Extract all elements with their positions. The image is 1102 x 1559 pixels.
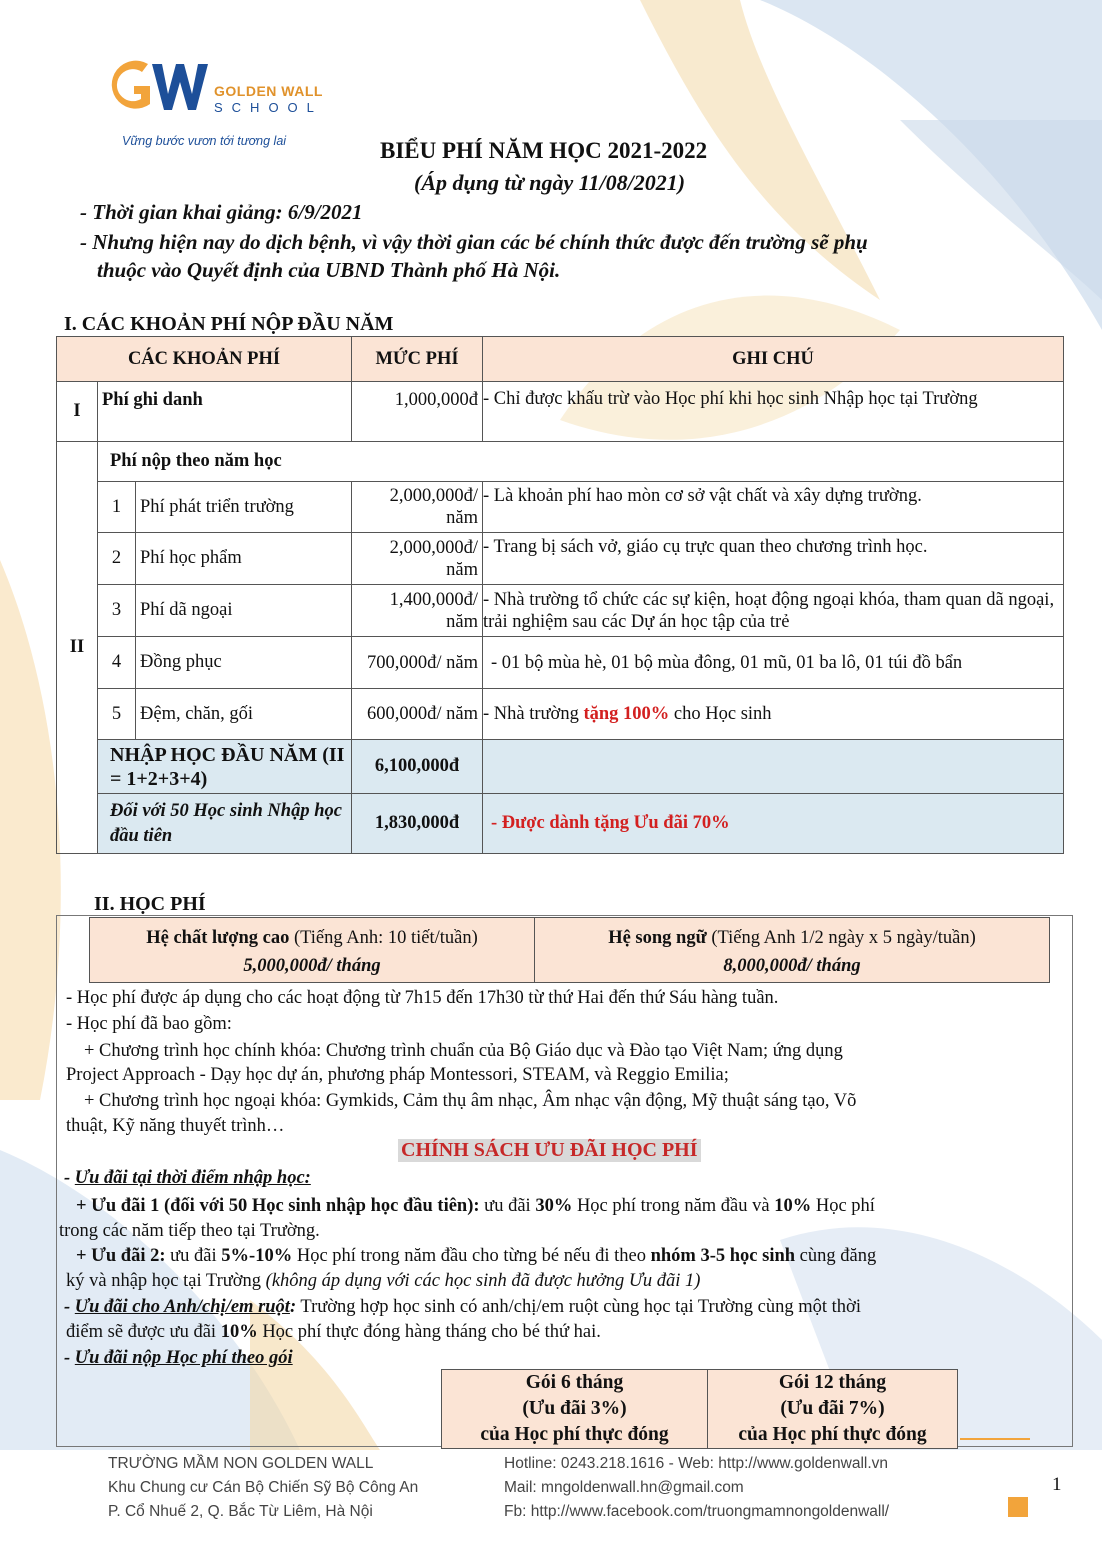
page-title: BIỂU PHÍ NĂM HỌC 2021-2022	[380, 138, 708, 163]
item-name: Phí dã ngoại	[136, 585, 352, 637]
u1-text-d: 10%	[774, 1196, 812, 1216]
footer-address-2: P. Cổ Nhuế 2, Q. Bắc Từ Liêm, Hà Nội	[108, 1503, 373, 1520]
total-row	[57, 740, 1064, 794]
plan-name: Hệ chất lượng cao	[146, 928, 290, 948]
fee-note: - Chỉ được khấu trừ vào Học phí khi học sinh Nhập học tại Trường	[483, 382, 1064, 442]
footer-rule	[960, 1438, 1030, 1440]
table-row	[57, 585, 1064, 637]
total-note	[483, 740, 1064, 794]
policy-u1-line2: trong các năm tiếp theo tại Trường.	[59, 1221, 320, 1241]
policy-siblings-line1: - Ưu đãi cho Anh/chị/em ruột: Trường hợp học sinh có anh/chị/em ruột cùng học tại Trường cùng một thời	[64, 1297, 861, 1317]
package-6-months	[442, 1370, 708, 1449]
tuition-line-2: - Học phí đã bao gồm:	[66, 1014, 232, 1034]
policy-u2-line2	[66, 1270, 700, 1292]
item-name: Phí học phẩm	[136, 533, 352, 585]
item-number: 1	[98, 482, 136, 533]
table-row	[57, 637, 1064, 689]
fee-amount: 1,000,000đ	[352, 382, 483, 442]
plan-detail: (Tiếng Anh 1/2 ngày x 5 ngày/tuần)	[706, 928, 976, 948]
package-discount: (Ưu đãi 7%)	[780, 1398, 885, 1419]
tuition-line-6: thuật, Kỹ năng thuyết trình…	[66, 1116, 285, 1136]
package-table	[441, 1369, 958, 1449]
policy-h2-text: Ưu đãi cho Anh/chị/em ruột	[74, 1297, 290, 1317]
plan-detail: (Tiếng Anh: 10 tiết/tuần)	[289, 928, 478, 948]
policy-h1-text: Ưu đãi tại thời điểm nhập học:	[74, 1168, 311, 1188]
u2-text-a: ưu đãi	[165, 1246, 222, 1266]
policy-heading-enrollment: - Ưu đãi tại thời điểm nhập học:	[64, 1168, 311, 1188]
u1-text-a: ưu đãi	[479, 1196, 536, 1216]
orange-square-mark	[1008, 1497, 1028, 1517]
promo-note: - Được dành tặng Ưu đãi 70%	[483, 794, 1064, 854]
plan-name: Hệ song ngữ	[608, 928, 707, 948]
policy-siblings-line2	[66, 1321, 601, 1343]
u2-text-c: Học phí trong năm đầu cho từng bé nếu đi theo	[292, 1246, 651, 1266]
golden-wall-logo	[108, 58, 208, 116]
table-row	[57, 382, 1064, 442]
item-note-pre: - Nhà trường	[483, 703, 584, 724]
u1-label: + Ưu đãi 1 (đối với 50 Học sinh nhập học đầu tiên):	[76, 1196, 480, 1216]
item-number: 2	[98, 533, 136, 585]
u2-text-e: cùng đăng	[795, 1246, 877, 1266]
plan-price: 8,000,000đ/ tháng	[723, 956, 861, 976]
intro-line-3: thuộc vào Quyết định của UBND Thành phố Hà Nội.	[97, 258, 561, 282]
row-number: I	[57, 382, 98, 442]
item-fee: 2,000,000đ/ năm	[352, 482, 483, 533]
row-number: II	[57, 442, 98, 854]
item-fee: 600,000đ/ năm	[352, 689, 483, 740]
item-number: 5	[98, 689, 136, 740]
promo-fee: 1,830,000đ	[352, 794, 483, 854]
footer-right	[504, 1452, 889, 1524]
item-number: 4	[98, 637, 136, 689]
tuition-line-4: Project Approach - Dạy học dự án, phương pháp Montessori, STEAM, và Reggio Emilia;	[66, 1065, 729, 1085]
section-1-title: I. CÁC KHOẢN PHÍ NỘP ĐẦU NĂM	[64, 313, 394, 335]
footer-school-name: TRƯỜNG MẦM NON GOLDEN WALL	[108, 1455, 374, 1472]
plan-price: 5,000,000đ/ tháng	[243, 956, 381, 976]
item-note: - Trang bị sách vở, giáo cụ trực quan theo chương trình học.	[483, 533, 1064, 585]
section-2-title: II. HỌC PHÍ	[94, 893, 206, 915]
item-note: - Nhà trường tổ chức các sự kiện, hoạt động ngoại khóa, tham quan dã ngoại, trải nghiệm sau các Dự án học tập của trẻ	[483, 585, 1064, 637]
item-note: - Là khoản phí hao mòn cơ sở vật chất và xây dựng trường.	[483, 482, 1064, 533]
item-number: 3	[98, 585, 136, 637]
total-label: NHẬP HỌC ĐẦU NĂM (II = 1+2+3+4)	[98, 740, 352, 794]
plan-bilingual	[535, 918, 1050, 983]
plan-high-quality	[90, 918, 535, 983]
group-title: Phí nộp theo năm học	[98, 442, 1064, 482]
package-12-months	[708, 1370, 958, 1449]
policy-title: CHÍNH SÁCH ƯU ĐÃI HỌC PHÍ	[398, 1139, 701, 1162]
siblings-line2-c: Học phí thực đóng hàng tháng cho bé thứ hai.	[257, 1322, 601, 1342]
promo-row	[57, 794, 1064, 854]
item-fee: 2,000,000đ/ năm	[352, 533, 483, 585]
u1-text-b: 30%	[535, 1196, 573, 1216]
item-name: Đồng phục	[136, 637, 352, 689]
header-fee-amount: MỨC PHÍ	[352, 337, 483, 382]
footer-address-1: Khu Chung cư Cán Bộ Chiến Sỹ Bộ Công An	[108, 1479, 419, 1496]
u2-text-b: 5%-10%	[221, 1246, 293, 1266]
tuition-line-5: + Chương trình học ngoại khóa: Gymkids, Cảm thụ âm nhạc, Âm nhạc vận động, Mỹ thuật sáng tạo, Võ	[84, 1091, 857, 1111]
package-basis: của Học phí thực đóng	[480, 1424, 669, 1445]
u2-line2-a: ký và nhập học tại Trường	[66, 1271, 266, 1291]
item-name: Phí phát triển trường	[136, 482, 352, 533]
table-row	[57, 482, 1064, 533]
total-fee: 6,100,000đ	[352, 740, 483, 794]
policy-h3-text: Ưu đãi nộp Học phí theo gói	[74, 1348, 293, 1368]
u1-text-e: Học phí	[811, 1196, 875, 1216]
tuition-line-1: - Học phí được áp dụng cho các hoạt động từ 7h15 đến 17h30 từ thứ Hai đến thứ Sáu hàng tuần.	[66, 988, 779, 1008]
table-row	[57, 533, 1064, 585]
tuition-line-3: + Chương trình học chính khóa: Chương trình chuẩn của Bộ Giáo dục và Đào tạo Việt Nam; ứng dụng	[84, 1041, 843, 1061]
fees-table	[56, 336, 1064, 854]
siblings-line2-a: điểm sẽ được ưu đãi	[66, 1322, 221, 1342]
promo-label: Đối với 50 Học sinh Nhập học đầu tiên	[98, 794, 352, 854]
package-discount: (Ưu đãi 3%)	[522, 1398, 627, 1419]
package-name: Gói 6 tháng	[525, 1372, 624, 1393]
item-fee: 700,000đ/ năm	[352, 637, 483, 689]
footer-facebook: Fb: http://www.facebook.com/truongmamnongoldenwall/	[504, 1503, 890, 1520]
u2-line2-b: (không áp dụng với các học sinh đã được hưởng Ưu đãi 1)	[265, 1271, 701, 1291]
logo-name-line1: GOLDEN WALL	[214, 83, 323, 99]
item-fee: 1,400,000đ/ năm	[352, 585, 483, 637]
package-name: Gói 12 tháng	[778, 1372, 887, 1393]
header-note: GHI CHÚ	[483, 337, 1064, 382]
tuition-plans-row	[90, 918, 1050, 983]
item-note-highlight: tặng 100%	[583, 703, 670, 724]
intro-line-2: - Nhưng hiện nay do dịch bệnh, vì vậy thời gian các bé chính thức được đến trường sẽ phụ	[80, 230, 868, 254]
footer-left	[108, 1452, 418, 1524]
item-note-post: cho Học sinh	[669, 703, 772, 724]
policy-heading-packages: - Ưu đãi nộp Học phí theo gói	[64, 1348, 293, 1368]
package-basis: của Học phí thực đóng	[738, 1424, 927, 1445]
policy-h2-detail: Trường hợp học sinh có anh/chị/em ruột cùng học tại Trường cùng một thời	[296, 1297, 861, 1317]
item-note	[483, 689, 1064, 740]
u2-label: + Ưu đãi 2:	[76, 1246, 166, 1266]
intro-line-1: - Thời gian khai giảng: 6/9/2021	[80, 200, 363, 224]
tuition-plans-table	[89, 917, 1050, 983]
header-fee-item: CÁC KHOẢN PHÍ	[57, 337, 352, 382]
u1-text-c: Học phí trong năm đầu và	[572, 1196, 775, 1216]
policy-u2-line1	[76, 1245, 876, 1267]
item-note: - 01 bộ mùa hè, 01 bộ mùa đông, 01 mũ, 01 ba lô, 01 túi đồ bẩn	[483, 637, 1064, 689]
table-row	[57, 442, 1064, 482]
logo-tagline: Vững bước vươn tới tương lai	[122, 134, 287, 148]
siblings-line2-b: 10%	[220, 1322, 258, 1342]
package-row	[442, 1370, 958, 1449]
logo-name-line2: SCHOOL	[214, 100, 323, 115]
policy-u1-line1	[76, 1195, 875, 1217]
footer-hotline: Hotline: 0243.218.1616 - Web: http://www.goldenwall.vn	[504, 1455, 889, 1472]
fees-table-header	[57, 337, 1064, 382]
fee-name: Phí ghi danh	[98, 382, 352, 442]
table-row	[57, 689, 1064, 740]
page-subtitle: (Áp dụng từ ngày 11/08/2021)	[414, 170, 686, 195]
page-number: 1	[1052, 1474, 1062, 1495]
u2-text-d: nhóm 3-5 học sinh	[650, 1246, 796, 1266]
item-name: Đệm, chăn, gối	[136, 689, 352, 740]
footer-mail: Mail: mngoldenwall.hn@gmail.com	[504, 1479, 744, 1496]
